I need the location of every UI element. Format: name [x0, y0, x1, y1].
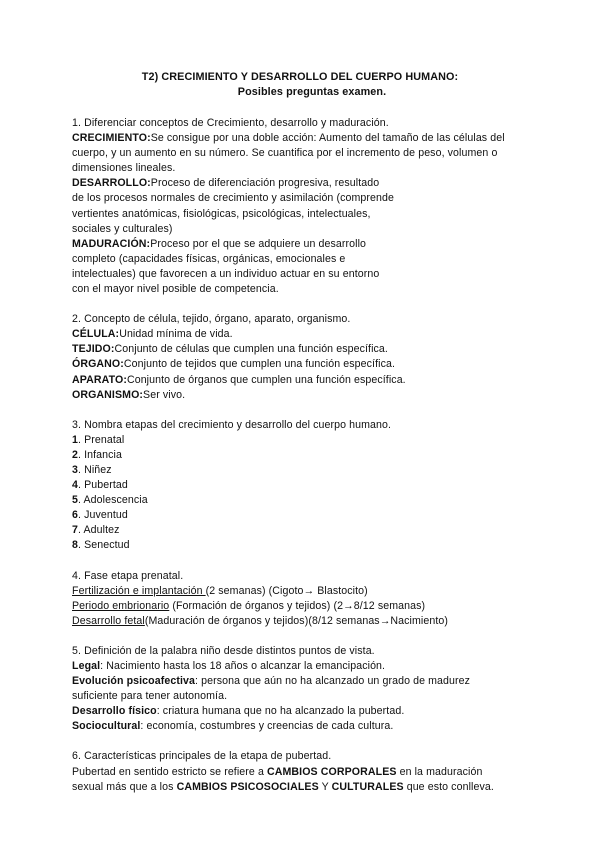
pubertad-text-1c: en la maduración	[396, 765, 483, 778]
pubertad-text-2a: sexual más que a los	[72, 780, 177, 793]
desarrollo-line-4: sociales y culturales)	[72, 222, 173, 235]
maduracion-def-1: Proceso por el que se adquiere un desarrollo	[150, 237, 367, 250]
view-socio-def: : economía, costumbres y creencias de cada cultura.	[140, 720, 394, 733]
view-sociocultural	[72, 719, 528, 734]
document-page	[72, 70, 528, 795]
view-legal-def: : Nacimiento hasta los 18 años o alcanzar la emancipación.	[100, 660, 386, 672]
def-organo: Conjunto de tejidos que cumplen una función específica.	[123, 358, 396, 371]
section-2	[72, 312, 528, 403]
crecimiento-def-1: Se consigue por una doble acción: Aumento del tamaño de las células del	[150, 132, 505, 145]
crecimiento-line-3: dimensiones lineales.	[72, 162, 176, 175]
desarrollo-line-1	[72, 176, 528, 191]
pubertad-line-1	[72, 765, 528, 780]
stage-number: 8	[72, 539, 78, 552]
stage-item	[72, 463, 528, 478]
phase-detail: (Formación de órganos y tejidos) (2→8/12 semanas)	[169, 599, 426, 612]
section-1	[72, 116, 528, 297]
stage-item	[72, 508, 528, 523]
stage-number: 5	[72, 494, 78, 507]
maduracion-line-1	[72, 237, 528, 252]
section-4-heading: 4. Fase etapa prenatal.	[72, 569, 184, 582]
stage-label: . Infancia	[78, 448, 122, 461]
maduracion-line-4: con el mayor nivel posible de competencia.	[72, 283, 279, 296]
phase-detail: (Maduración de órganos y tejidos)(8/12 semanas→Nacimiento)	[144, 614, 449, 627]
stage-label: . Niñez	[78, 463, 112, 476]
view-legal	[72, 659, 528, 674]
prenatal-phase-embrionario	[72, 599, 528, 614]
term-celula: CÉLULA:	[72, 328, 120, 341]
section-1-heading: 1. Diferenciar conceptos de Crecimiento, desarrollo y maduración.	[72, 117, 389, 129]
stage-number: 7	[72, 524, 78, 537]
prenatal-phase-fetal	[72, 614, 528, 629]
definition-celula	[72, 327, 528, 342]
maduracion-line-2: completo (capacidades físicas, orgánicas, emocionales e	[72, 252, 346, 265]
def-aparato: Conjunto de órganos que cumplen una función específica.	[126, 373, 406, 386]
view-fisico	[72, 704, 528, 719]
term-organismo: ORGANISMO:	[72, 388, 144, 401]
culturales: CULTURALES	[331, 780, 404, 793]
phase-term: Periodo embrionario	[72, 599, 170, 612]
view-fisico-def: : criatura humana que no ha alcanzado la pubertad.	[156, 705, 405, 718]
cambios-psicosociales: CAMBIOS PSICOSOCIALES	[176, 780, 319, 793]
section-2-heading: 2. Concepto de célula, tejido, órgano, aparato, organismo.	[72, 313, 351, 326]
stage-item	[72, 433, 528, 448]
prenatal-phase-fertilizacion	[72, 584, 528, 599]
stage-item	[72, 538, 528, 553]
stage-label: . Adultez	[78, 524, 120, 537]
section-4	[72, 569, 528, 629]
stage-number: 2	[72, 448, 78, 461]
stage-item	[72, 478, 528, 493]
stage-label: . Adolescencia	[78, 494, 148, 507]
stage-item	[72, 448, 528, 463]
title-line-2: Posibles preguntas examen.	[237, 86, 387, 98]
stage-number: 4	[72, 479, 78, 492]
view-evolucion-def: : persona que aún no ha alcanzado un grado de madurez	[195, 675, 471, 688]
stage-item	[72, 493, 528, 508]
phase-term: Desarrollo fetal	[72, 614, 145, 627]
title-line-1: T2) CRECIMIENTO Y DESARROLLO DEL CUERPO HUMANO:	[141, 71, 459, 83]
section-3	[72, 418, 528, 554]
stage-item	[72, 523, 528, 538]
stage-label: . Juventud	[78, 509, 128, 522]
view-evolucion-line-2: suficiente para tener autonomía.	[72, 690, 228, 703]
section-6	[72, 749, 528, 794]
desarrollo-term: DESARROLLO:	[72, 177, 151, 190]
desarrollo-line-2: de los procesos normales de crecimiento y asimilación (comprende	[72, 192, 394, 205]
stage-number: 3	[72, 463, 78, 476]
section-3-heading: 3. Nombra etapas del crecimiento y desarrollo del cuerpo humano.	[72, 418, 392, 431]
document-title	[72, 70, 528, 100]
section-5-heading: 5. Definición de la palabra niño desde distintos puntos de vista.	[72, 644, 375, 657]
definition-aparato	[72, 373, 528, 388]
term-organo: ÓRGANO:	[72, 358, 124, 371]
stage-label: . Senectud	[78, 539, 130, 552]
phase-detail: (2 semanas) (Cigoto→ Blastocito)	[205, 584, 368, 597]
definition-organismo	[72, 388, 528, 403]
definition-tejido	[72, 342, 528, 357]
definition-organo	[72, 357, 528, 372]
stage-number: 6	[72, 509, 78, 522]
desarrollo-line-3: vertientes anatómicas, fisiológicas, psicológicas, intelectuales,	[72, 207, 371, 220]
maduracion-term: MADURACIÓN:	[72, 237, 151, 250]
stage-label: . Prenatal	[78, 433, 125, 446]
phase-term: Fertilización e implantación	[72, 584, 206, 597]
term-tejido: TEJIDO:	[72, 343, 115, 356]
cambios-corporales: CAMBIOS CORPORALES	[267, 765, 397, 778]
pubertad-line-2	[72, 780, 528, 795]
section-5	[72, 644, 528, 735]
crecimiento-term: CRECIMIENTO:	[72, 132, 151, 145]
crecimiento-line-1	[72, 131, 528, 146]
pubertad-text-1a: Pubertad en sentido estricto se refiere a	[72, 765, 267, 778]
view-evolucion-term: Evolución psicoafectiva	[72, 675, 195, 688]
view-evolucion	[72, 674, 528, 689]
stage-number: 1	[72, 433, 78, 446]
pubertad-text-2c: Y	[318, 780, 332, 793]
view-socio-term: Sociocultural	[72, 720, 141, 733]
def-organismo: Ser vivo.	[143, 388, 186, 401]
view-legal-term: Legal	[72, 660, 101, 672]
term-aparato: APARATO:	[72, 373, 127, 386]
crecimiento-line-2: cuerpo, y un aumento en su número. Se cuantifica por el incremento de peso, volumen o	[72, 147, 498, 160]
maduracion-line-3: intelectuales) que favorecen a un individuo actuar en su entorno	[72, 267, 380, 280]
pubertad-text-2e: que esto conlleva.	[403, 780, 494, 793]
desarrollo-def-1: Proceso de diferenciación progresiva, resultado	[150, 177, 380, 190]
section-6-heading: 6. Características principales de la etapa de pubertad.	[72, 750, 332, 763]
stage-label: . Pubertad	[78, 479, 128, 492]
def-celula: Unidad mínima de vida.	[119, 328, 233, 341]
view-fisico-term: Desarrollo físico	[72, 705, 157, 718]
def-tejido: Conjunto de células que cumplen una función específica.	[114, 343, 388, 356]
